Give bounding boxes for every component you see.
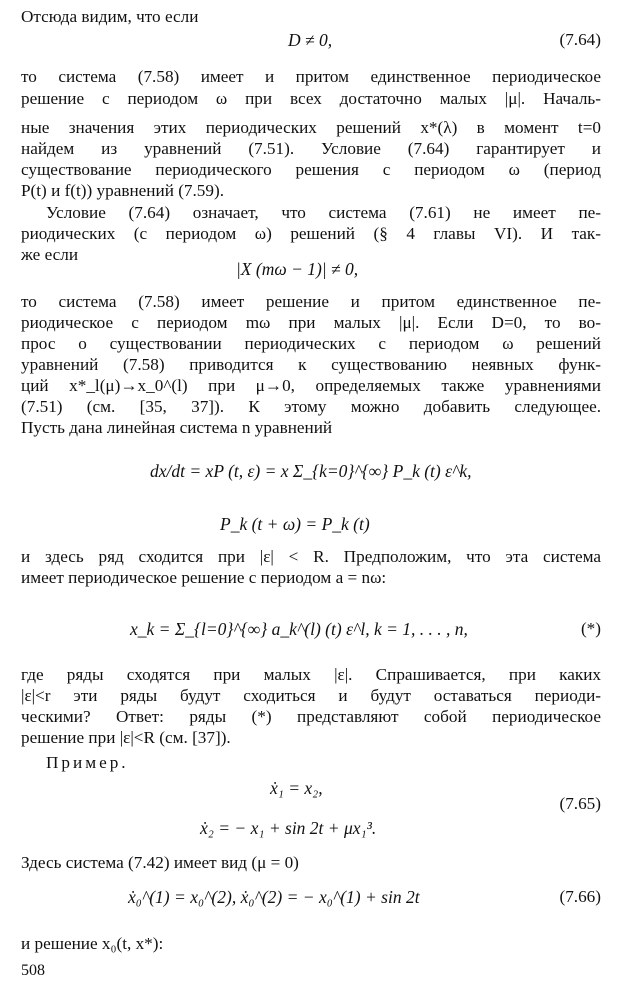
text-line-14: уравнений (7.58) приводится к существованию неявных функ-: [21, 355, 601, 374]
text-line-13: прос о существовании периодических с периодом ω решений: [21, 334, 601, 353]
text-line-11: то система (7.58) имеет решение и притом единственное пе-: [21, 292, 601, 311]
text-line-24: Здесь система (7.42) имеет вид (μ = 0): [21, 853, 299, 872]
formula-linear-system: dx/dt = xP (t, ε) = x Σ_{k=0}^{∞} P_k (t) ε^k,: [150, 461, 472, 481]
text-line-9: риодических (с периодом ω) решений (§ 4 главы VI). И так-: [21, 224, 601, 243]
eq-number-7-64: (7.64): [559, 30, 601, 49]
text-line-12: риодическое с периодом mω при малых |μ|. Если D=0, то во-: [21, 313, 601, 332]
text-line-3: решение с периодом ω при всех достаточно малых |μ|. Началь-: [21, 89, 601, 108]
formula-periodicity: P_k (t + ω) = P_k (t): [220, 514, 370, 534]
text-line-6: существование периодического решения с периодом ω (период: [21, 160, 601, 179]
text-line-16: (7.51) (см. [35, 37]). К этому можно добавить следующее.: [21, 397, 601, 416]
page-number: 508: [21, 962, 45, 979]
eq-number-star: (*): [580, 619, 601, 638]
formula-example-eq1: ẋ₁ = x₂,: [270, 778, 323, 798]
formula-system-7-66: ẋ₀^(1) = x₀^(2), ẋ₀^(2) = − x₀^(1) + sin 2t: [128, 887, 420, 907]
text-line-10: же если: [21, 245, 79, 264]
text-line-21: |ε|<r эти ряды будут сходиться и будут оставаться периоди-: [21, 686, 601, 705]
text-line-22: ческими? Ответ: ряды (*) представляют собой периодическое: [21, 707, 601, 726]
text-line-7: P(t) и f(t)) уравнений (7.59).: [21, 181, 225, 200]
text-line-15: ций x*_l(μ)→x_0^(l) при μ→0, определяемых также уравнениями: [21, 376, 601, 395]
text-line-8: Условие (7.64) означает, что система (7.61) не имеет пе-: [46, 203, 601, 222]
text-line-17: Пусть дана линейная система n уравнений: [21, 418, 333, 437]
text-line-4: ные значения этих периодических решений x*(λ) в момент t=0: [21, 118, 601, 137]
text-line-1: Отсюда видим, что если: [21, 7, 199, 26]
text-line-23: решение при |ε|<R (см. [37]).: [21, 728, 231, 747]
formula-series-solution: x_k = Σ_{l=0}^{∞} a_k^(l) (t) ε^l, k = 1, . . . , n,: [130, 619, 468, 639]
text-line-5: найдем из уравнений (7.51). Условие (7.64) гарантирует и: [21, 139, 601, 158]
text-line-19: имеет периодическое решение с периодом a = nω:: [21, 568, 387, 587]
text-line-2: то система (7.58) имеет и притом единственное периодическое: [21, 67, 601, 86]
text-line-18: и здесь ряд сходится при |ε| < R. Предположим, что эта система: [21, 547, 601, 566]
eq-number-7-65: (7.65): [559, 794, 601, 813]
formula-det-condition: |X (mω − 1)| ≠ 0,: [236, 259, 359, 279]
formula-D-neq-0: D ≠ 0,: [288, 30, 333, 50]
formula-example-eq2: ẋ₂ = − x₁ + sin 2t + μx₁³.: [200, 818, 377, 838]
eq-number-7-66: (7.66): [559, 887, 601, 906]
text-line-example: Пример.: [46, 753, 129, 772]
text-line-20: где ряды сходятся при малых |ε|. Спрашивается, при каких: [21, 665, 601, 684]
text-line-25: и решение x₀(t, x*):: [21, 934, 164, 953]
